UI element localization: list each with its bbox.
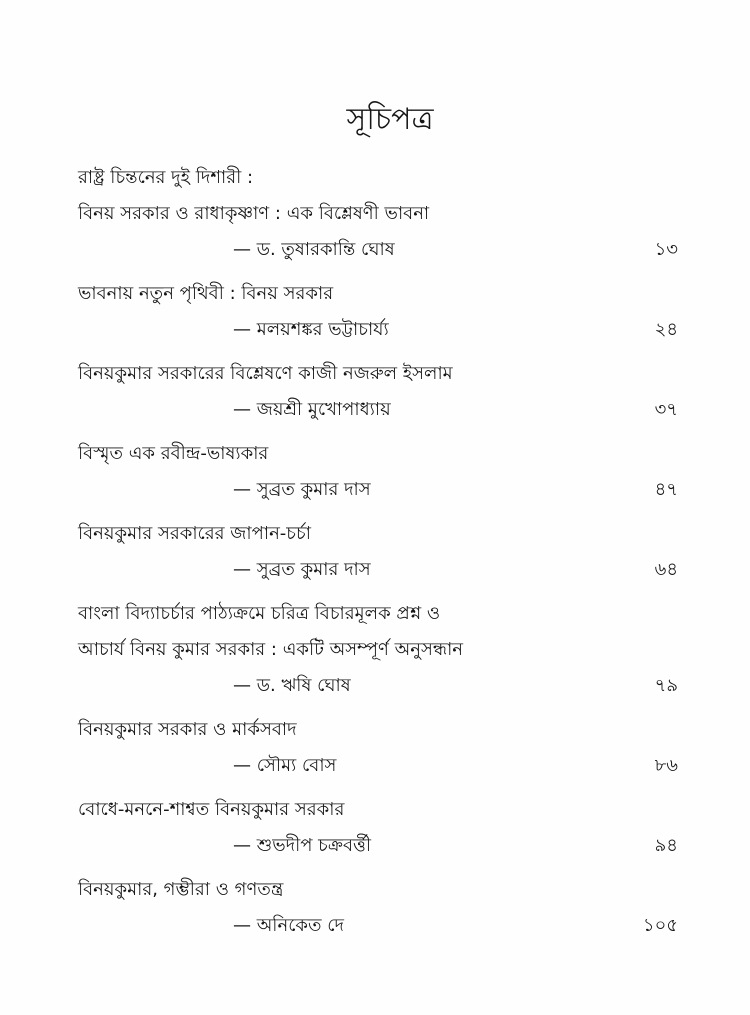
entry-author-row	[78, 232, 678, 268]
entry-author: — মলয়শঙ্কর ভট্টাচার্য্য	[233, 319, 389, 340]
toc-entry	[78, 872, 678, 944]
entry-page-number: ৪৭	[654, 479, 678, 500]
toc-list	[78, 160, 678, 952]
entry-title-line: বিনয়কুমার সরকার ও মার্কসবাদ	[78, 719, 297, 740]
toc-entry	[78, 160, 678, 268]
entry-title-line: বাংলা বিদ্যাচর্চার পাঠ্যক্রমে চরিত্র বিচারমূলক প্রশ্ন ও	[78, 603, 441, 624]
toc-entry	[78, 356, 678, 428]
entry-page-number: ৯৪	[654, 835, 678, 856]
entry-title-line: বিস্মৃত এক রবীন্দ্র-ভাষ্যকার	[78, 443, 269, 464]
entry-title-line: বিনয়কুমার, গম্ভীরা ও গণতন্ত্র	[78, 879, 284, 900]
entry-title-line: বিনয় সরকার ও রাধাকৃষ্ণাণ : এক বিশ্লেষণী ভাবনা	[78, 203, 430, 224]
entry-author: — জয়শ্রী মুখোপাধ্যায়	[233, 399, 391, 420]
toc-entry	[78, 516, 678, 588]
entry-author-row	[78, 908, 678, 944]
entry-author-row	[78, 312, 678, 348]
entry-author: — সুব্রত কুমার দাস	[233, 559, 371, 580]
entry-author: — ড. তুষারকান্তি ঘোষ	[233, 239, 395, 260]
entry-author: — অনিকেত দে	[233, 915, 345, 936]
entry-title-line: আচার্য বিনয় কুমার সরকার : একটি অসম্পূর্ণ অনুসন্ধান	[78, 639, 464, 660]
entry-page-number: ৬৪	[654, 559, 678, 580]
toc-entry	[78, 712, 678, 784]
entry-author-row	[78, 392, 678, 428]
entry-page-number: ৭৯	[654, 675, 678, 696]
entry-title-line: ভাবনায় নতুন পৃথিবী : বিনয় সরকার	[78, 283, 334, 304]
entry-author-row	[78, 552, 678, 588]
entry-author-row	[78, 668, 678, 704]
toc-entry	[78, 596, 678, 704]
entry-title-line: বিনয়কুমার সরকারের জাপান-চর্চা	[78, 523, 311, 544]
entry-author: — সৌম্য বোস	[233, 755, 337, 776]
entry-title-line: বোধে-মননে-শাশ্বত বিনয়কুমার সরকার	[78, 799, 345, 820]
toc-entry	[78, 276, 678, 348]
entry-author-row	[78, 828, 678, 864]
entry-author-row	[78, 472, 678, 508]
entry-page-number: ৮৬	[654, 755, 678, 776]
entry-page-number: ১০৫	[642, 915, 678, 936]
entry-author: — সুব্রত কুমার দাস	[233, 479, 371, 500]
entry-page-number: ১৩	[654, 239, 678, 260]
toc-entry	[78, 436, 678, 508]
entry-author: — ড. ঋষি ঘোষ	[233, 675, 351, 696]
entry-title-line: বিনয়কুমার সরকারের বিশ্লেষণে কাজী নজরুল ইসলাম	[78, 363, 453, 384]
entry-page-number: ৩৭	[654, 399, 678, 420]
entry-title-line: রাষ্ট্র চিন্তনের দুই দিশারী :	[78, 167, 254, 188]
entry-author-row	[78, 748, 678, 784]
entry-author: — শুভদীপ চক্রবর্ত্তী	[233, 835, 371, 856]
toc-entry	[78, 792, 678, 864]
page-title: সূচিপত্র	[346, 102, 434, 137]
entry-page-number: ২৪	[654, 319, 678, 340]
